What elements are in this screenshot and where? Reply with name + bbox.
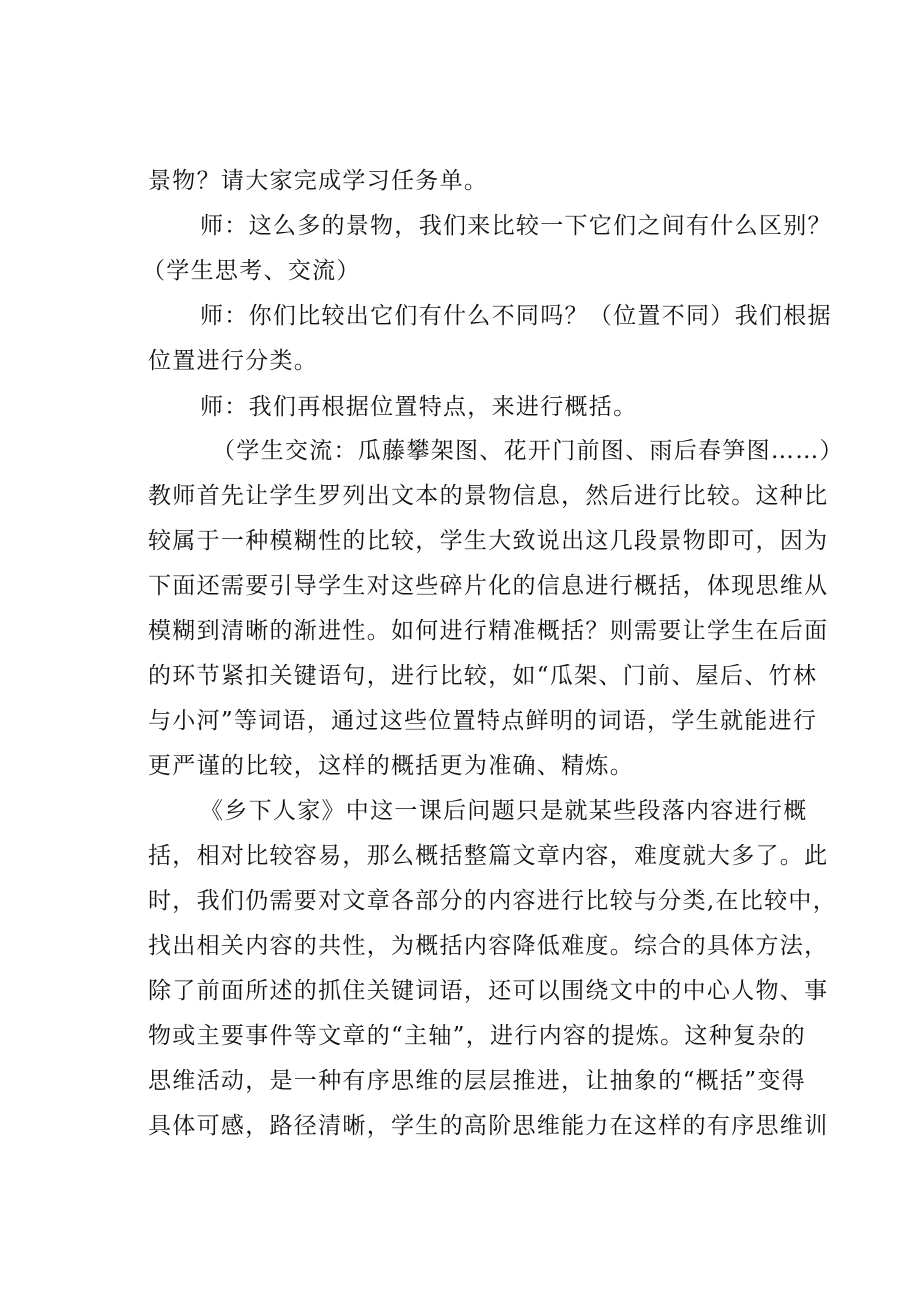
text-line: 找出相关内容的共性，为概括内容降低难度。综合的具体方法，: [148, 933, 829, 959]
text-line: 时，我们仍需要对文章各部分的内容进行比较与分类,在比较中，: [148, 888, 838, 914]
text-line: 括，相对比较容易，那么概括整篇文章内容，难度就大多了。此: [148, 843, 829, 869]
text-line: 师：你们比较出它们有什么不同吗？（位置不同）我们根据: [200, 303, 832, 329]
text-line: 思维活动，是一种有序思维的层层推进，让抽象的“概括”变得: [148, 1068, 806, 1094]
text-line: 师：我们再根据位置特点，来进行概括。: [200, 394, 638, 420]
text-line: 较属于一种模糊性的比较，学生大致说出这几段景物即可，因为: [148, 528, 829, 554]
text-line: 位置进行分类。: [148, 348, 319, 374]
text-line: （学生交流：瓜藤攀架图、花开门前图、雨后春笋图……）: [212, 438, 844, 464]
text-line: 师：这么多的景物，我们来比较一下它们之间有什么区别？: [200, 213, 832, 239]
text-line: 具体可感，路径清晰，学生的高阶思维能力在这样的有序思维训: [148, 1113, 829, 1139]
text-line: 模糊到清晰的渐进性。如何进行精准概括？则需要让学生在后面: [148, 618, 829, 644]
text-line: 的环节紧扣关键语句，进行比较，如“瓜架、门前、屋后、竹林: [148, 663, 818, 689]
text-line: 教师首先让学生罗列出文本的景物信息，然后进行比较。这种比: [148, 483, 829, 509]
text-line: 更严谨的比较，这样的概括更为准确、精炼。: [148, 753, 634, 779]
text-line: 物或主要事件等文章的“主轴”，进行内容的提炼。这种复杂的: [148, 1023, 806, 1049]
text-line: 除了前面所述的抓住关键词语，还可以围绕文中的中心人物、事: [148, 978, 829, 1004]
text-line: 景物？请大家完成学习任务单。: [148, 168, 489, 194]
text-line: （学生思考、交流）: [142, 258, 361, 284]
text-line: 下面还需要引导学生对这些碎片化的信息进行概括，体现思维从: [148, 573, 829, 599]
text-line: 与小河”等词语，通过这些位置特点鲜明的词语，学生就能进行: [148, 708, 818, 734]
text-line: 《乡下人家》中这一课后问题只是就某些段落内容进行概: [200, 798, 808, 824]
